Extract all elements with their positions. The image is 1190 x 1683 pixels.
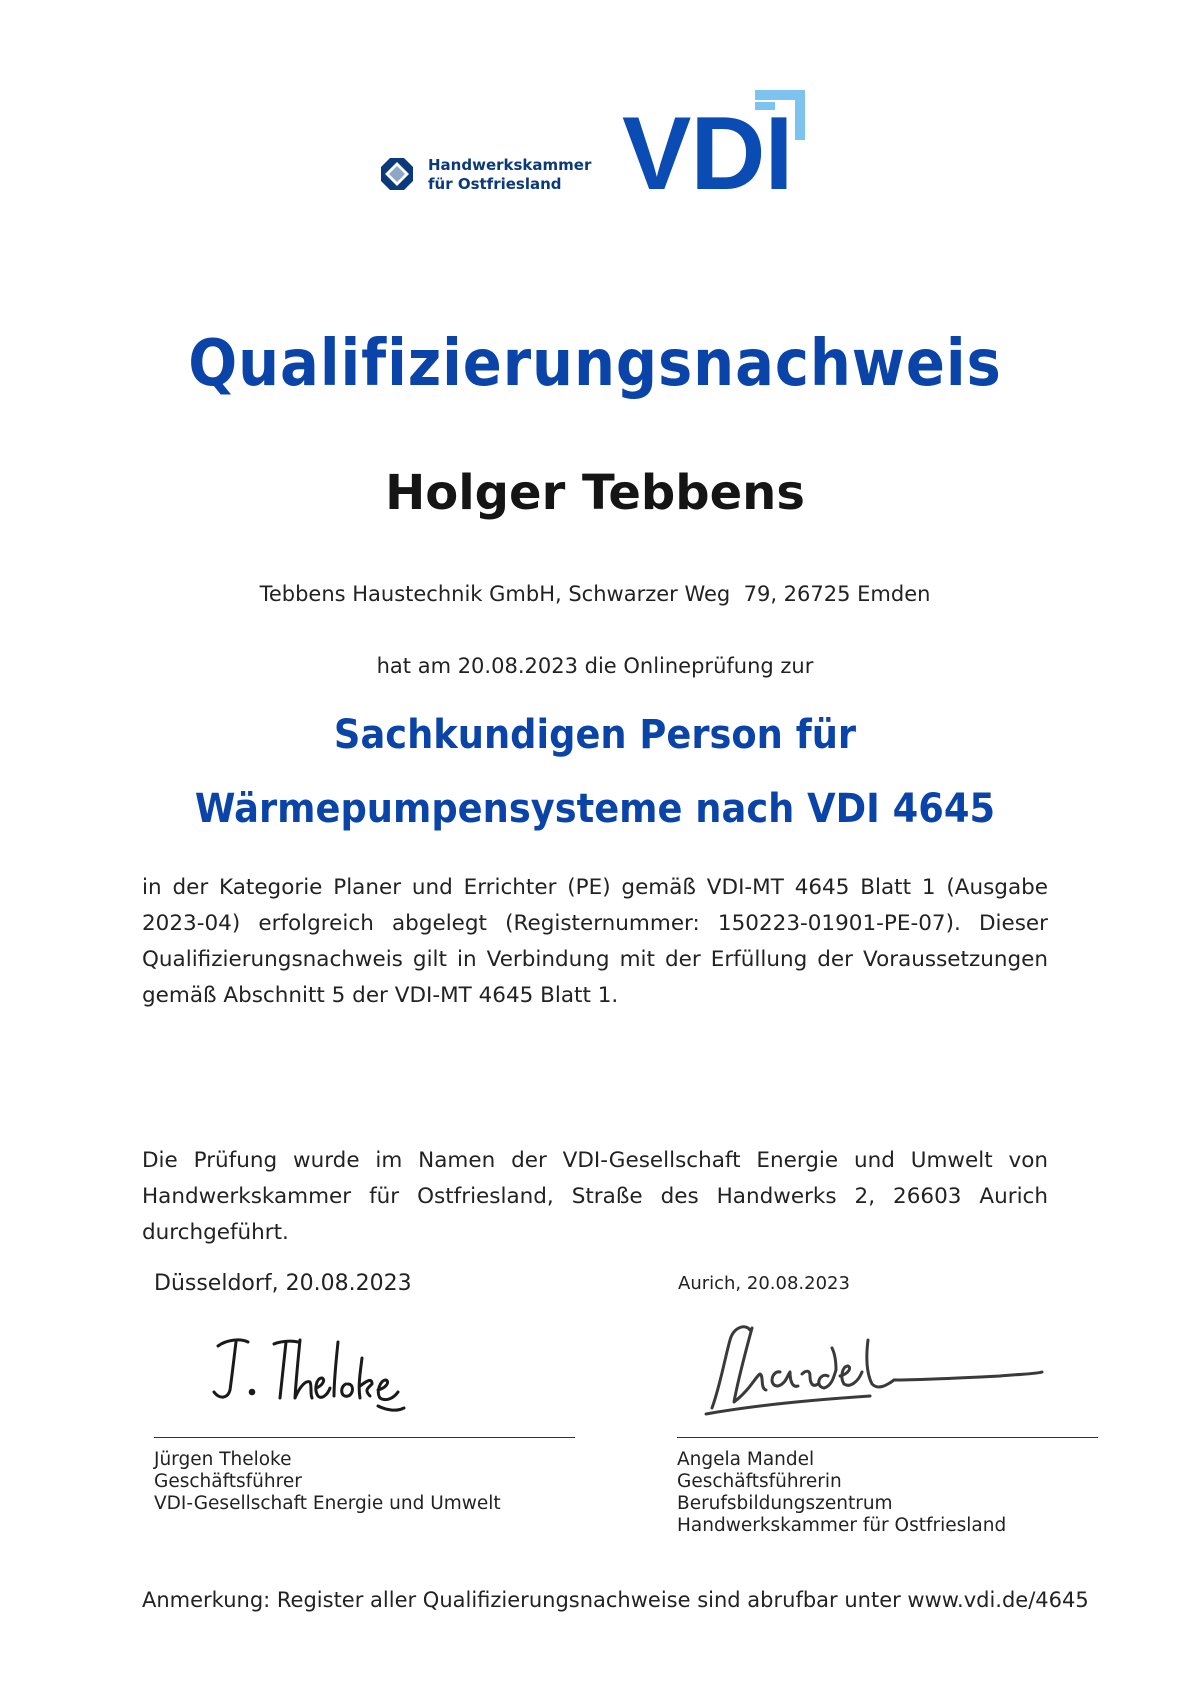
signatory-block-right xyxy=(677,1449,1006,1537)
company-address: Tebbens Haustechnik GmbH, Schwarzer Weg 79, 26725 Emden xyxy=(259,582,931,606)
register-remark: Anmerkung: Register aller Qualifizierungsnachweise sind abrufbar unter www.vdi.de/4645 xyxy=(142,1588,1089,1612)
signatory-role: Geschäftsführer xyxy=(154,1471,302,1492)
vdi-logo xyxy=(622,88,810,212)
signatory-role: Geschäftsführerin xyxy=(677,1471,842,1492)
category-paragraph: in der Kategorie Planer und Errichter (PE) gemäß VDI-MT 4645 Blatt 1 (Ausgabe 2023-04) erfolgreich abgelegt (Registernummer: 150223-01901-PE-07). Dieser Qualifizierungsnachweis gilt in Verbindung mit der Erfüllung der Voraussetzungen gemäß Abschnitt 5 der VDI-MT 4645 Blatt 1. xyxy=(142,875,1048,1008)
signature-theloke xyxy=(200,1328,420,1418)
hwk-logo-line2: für Ostfriesland xyxy=(428,175,562,193)
hwk-logo xyxy=(380,150,610,200)
holder-name: Holger Tebbens xyxy=(385,465,805,521)
qualification-line-1: Sachkundigen Person für xyxy=(333,712,857,758)
signatory-organization-line2: Handwerkskammer für Ostfriesland xyxy=(677,1515,1007,1536)
qualification-line-2: Wärmepumpensysteme nach VDI 4645 xyxy=(194,786,996,832)
signatory-name: Angela Mandel xyxy=(677,1449,815,1470)
signatory-block-left xyxy=(154,1449,501,1515)
signatory-name: Jürgen Theloke xyxy=(154,1449,292,1470)
certificate-title: Qualifizierungsnachweis xyxy=(188,327,1002,401)
vdi-logo-text: VDI xyxy=(622,96,793,212)
place-date-left: Düsseldorf, 20.08.2023 xyxy=(154,1271,412,1296)
signature-mandel xyxy=(690,1310,1060,1420)
signature-line-left xyxy=(154,1437,575,1438)
signatory-organization-line1: Berufsbildungszentrum xyxy=(677,1493,893,1514)
hwk-logo-text xyxy=(428,156,591,194)
exam-body-paragraph: Die Prüfung wurde im Namen der VDI-Gesellschaft Energie und Umwelt von Handwerkskammer für Ostfriesland, Straße des Handwerks 2, 26603 Aurich durchgeführt. xyxy=(142,1148,1048,1245)
hwk-logo-line1: Handwerkskammer xyxy=(428,156,592,174)
signature-line-right xyxy=(677,1437,1098,1438)
place-date-right: Aurich, 20.08.2023 xyxy=(678,1273,850,1294)
hwk-emblem-icon xyxy=(380,157,414,191)
exam-intro: hat am 20.08.2023 die Onlineprüfung zur xyxy=(376,654,814,678)
signatory-organization: VDI-Gesellschaft Energie und Umwelt xyxy=(154,1493,501,1514)
